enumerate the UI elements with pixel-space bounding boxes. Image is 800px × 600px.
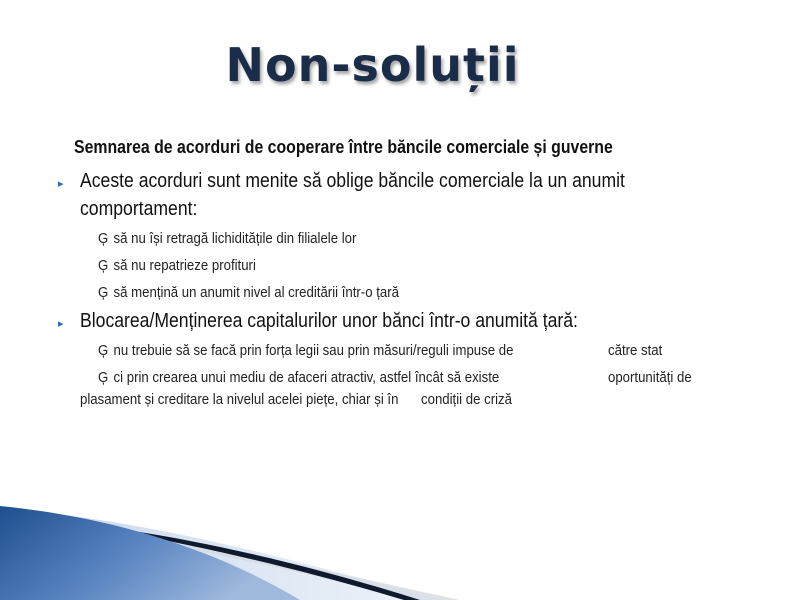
sub-item-text: să mențină un anumit nivel al creditării într-o țară bbox=[113, 284, 399, 301]
bullet-arrow-icon: ▸ bbox=[58, 178, 64, 190]
sub-item-glyph: Ģ bbox=[98, 284, 109, 301]
sub-item-tail: către stat bbox=[608, 342, 663, 359]
slide-title: Non-soluții bbox=[225, 38, 520, 92]
bullet-1-line-1: Aceste acorduri sunt menite să oblige băncile comerciale la un anumit bbox=[80, 170, 625, 192]
sub-item bbox=[98, 256, 256, 276]
sub-item-tail: oportunități de bbox=[608, 369, 692, 386]
sub-item bbox=[98, 368, 499, 388]
sub-item-text: nu trebuie să se facă prin forța legii sau prin măsuri/reguli impuse de bbox=[113, 342, 514, 359]
decorative-wave bbox=[0, 500, 800, 600]
sub-item-glyph: Ģ bbox=[98, 230, 109, 247]
slide-subtitle: Semnarea de acorduri de cooperare între băncile comerciale și guverne bbox=[74, 137, 613, 157]
sub-item bbox=[98, 283, 399, 303]
sub-item-text: să nu repatrieze profituri bbox=[113, 257, 256, 274]
sub-item-text: să nu își retragă lichiditățile din filialele lor bbox=[113, 230, 357, 247]
sub-item-glyph: Ģ bbox=[98, 369, 109, 386]
sub-item-glyph: Ģ bbox=[98, 257, 109, 274]
bullet-2-line-1: Blocarea/Menținerea capitalurilor unor bănci într-o anumită țară: bbox=[80, 310, 578, 332]
bullet-1-line-2: comportament: bbox=[80, 198, 198, 220]
sub-item-text: ci prin crearea unui mediu de afaceri atractiv, astfel încât să existe bbox=[113, 369, 500, 386]
sub-item bbox=[98, 341, 513, 361]
sub-item-continuation-end: condiții de criză bbox=[421, 391, 512, 408]
sub-item bbox=[98, 229, 356, 249]
sub-item-continuation: plasament și creditare la nivelul acelei piețe, chiar și în bbox=[80, 391, 399, 408]
bullet-arrow-icon: ▸ bbox=[58, 318, 64, 330]
sub-item-glyph: Ģ bbox=[98, 342, 109, 359]
